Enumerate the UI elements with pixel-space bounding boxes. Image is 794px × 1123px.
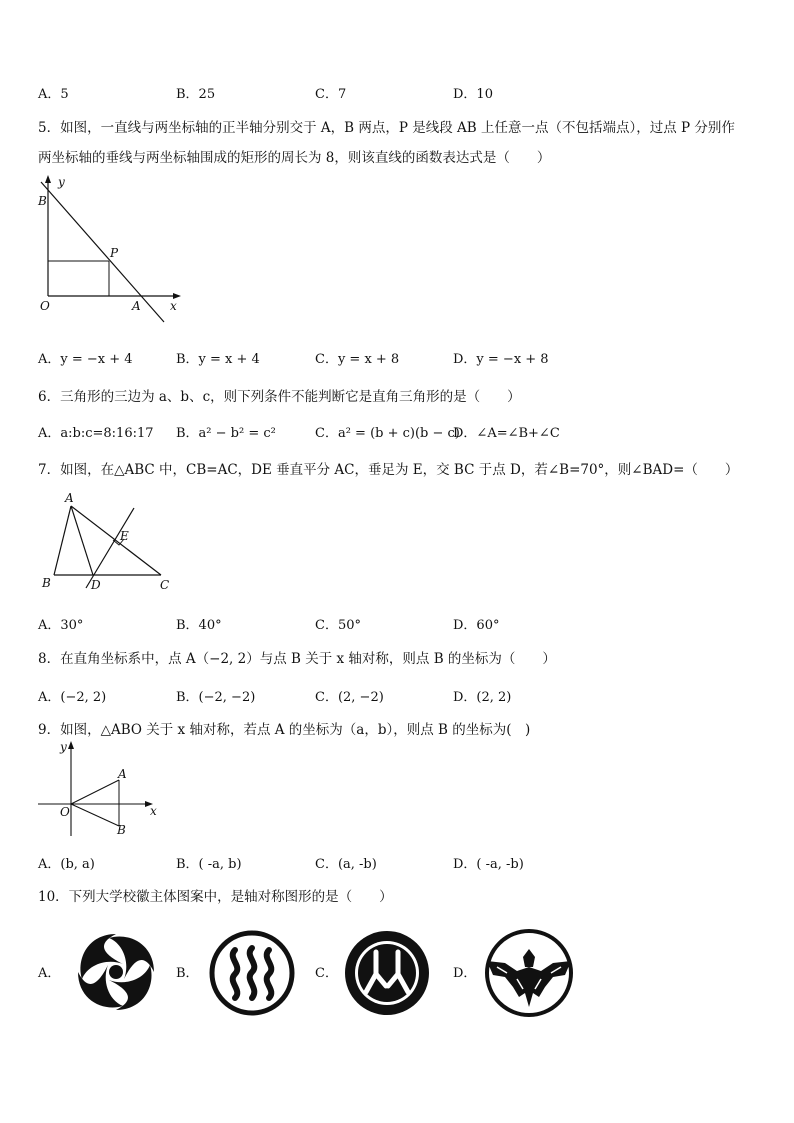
q10-logo-a-swirl [68, 924, 164, 1020]
q5-option-b: B．y = x + 4 [176, 352, 260, 367]
q8-text-line1: 8．在直角坐标系中，点 A（−2, 2）与点 B 关于 x 轴对称，则点 B 的坐标为（ ） [38, 651, 556, 667]
q6-text-line1: 6．三角形的三边为 a、b、c，则下列条件不能判断它是直角三角形的是（ ） [38, 389, 521, 405]
q5-text-line2: 两坐标轴的垂线与两坐标轴围成的矩形的周长为 8，则该直线的函数表达式是（ ） [38, 150, 551, 166]
q5-fig-label-x: x [170, 299, 177, 313]
q6-option-c: C．a² = (b + c)(b − c) [315, 426, 460, 441]
q4-option-b: B．25 [176, 87, 216, 102]
q9-option-d: D．( -a, -b) [453, 857, 524, 872]
q10-logo-b-waves [207, 928, 297, 1018]
q4-option-a: A．5 [38, 87, 69, 102]
q7-option-c: C．50° [315, 618, 361, 633]
q7-fig-label-d: D [91, 578, 101, 592]
q9-fig-label-b: B [117, 823, 126, 837]
q4-option-c: C．7 [315, 87, 347, 102]
q8-option-c: C．(2, −2) [315, 690, 384, 705]
q10-text-line1: 10．下列大学校徽主体图案中，是轴对称图形的是（ ） [38, 889, 393, 905]
q6-option-d: D．∠A=∠B+∠C [453, 426, 560, 441]
q7-text-line1: 7．如图，在△ABC 中，CB=AC，DE 垂直平分 AC，垂足为 E，交 BC 于点 D，若∠B=70°，则∠BAD=（ ） [38, 462, 739, 478]
q8-option-a: A．(−2, 2) [38, 690, 107, 705]
q7-figure [36, 488, 186, 593]
q5-fig-label-o: O [40, 299, 50, 313]
q10-option-a-label: A． [38, 966, 61, 981]
q10-logo-d-eagle [483, 927, 575, 1019]
q5-fig-label-a: A [132, 299, 141, 313]
q9-fig-label-x: x [150, 804, 157, 818]
q9-fig-label-o: O [60, 805, 70, 819]
q7-fig-label-a: A [65, 491, 74, 505]
q5-fig-label-b: B [38, 194, 47, 208]
q10-option-d-label: D． [453, 966, 477, 981]
q8-option-b: B．(−2, −2) [176, 690, 256, 705]
q9-option-a: A．(b, a) [38, 857, 95, 872]
q10-option-b-label: B． [176, 966, 199, 981]
q5-fig-label-p: P [110, 246, 119, 260]
q5-text-line1: 5．如图，一直线与两坐标轴的正半轴分别交于 A，B 两点，P 是线段 AB 上任意一点（不包括端点），过点 P 分别作 [38, 120, 735, 136]
q7-option-a: A．30° [38, 618, 84, 633]
q5-fig-label-y: y [58, 175, 65, 189]
q6-option-b: B．a² − b² = c² [176, 426, 276, 441]
q9-option-c: C．(a, -b) [315, 857, 377, 872]
q5-option-c: C．y = x + 8 [315, 352, 400, 367]
q9-fig-label-y: y [60, 740, 67, 754]
q5-option-a: A．y = −x + 4 [38, 352, 133, 367]
q9-text-line1: 9．如图，△ABO 关于 x 轴对称，若点 A 的坐标为（a，b），则点 B 的坐标为( ) [38, 722, 531, 738]
q7-option-d: D．60° [453, 618, 500, 633]
q7-fig-label-e: E [120, 529, 129, 543]
q9-figure [36, 738, 166, 838]
q9-fig-label-a: A [118, 767, 127, 781]
q5-figure [36, 172, 196, 322]
q5-option-d: D．y = −x + 8 [453, 352, 549, 367]
q7-option-b: B．40° [176, 618, 222, 633]
q7-fig-label-b: B [42, 576, 51, 590]
q4-option-d: D．10 [453, 87, 493, 102]
q8-option-d: D．(2, 2) [453, 690, 512, 705]
q10-option-c-label: C． [315, 966, 338, 981]
q9-option-b: B．( -a, b) [176, 857, 242, 872]
q6-option-a: A．a:b:c=8:16:17 [38, 426, 154, 441]
q7-fig-label-c: C [160, 578, 170, 592]
q10-logo-c-seal [342, 928, 432, 1018]
